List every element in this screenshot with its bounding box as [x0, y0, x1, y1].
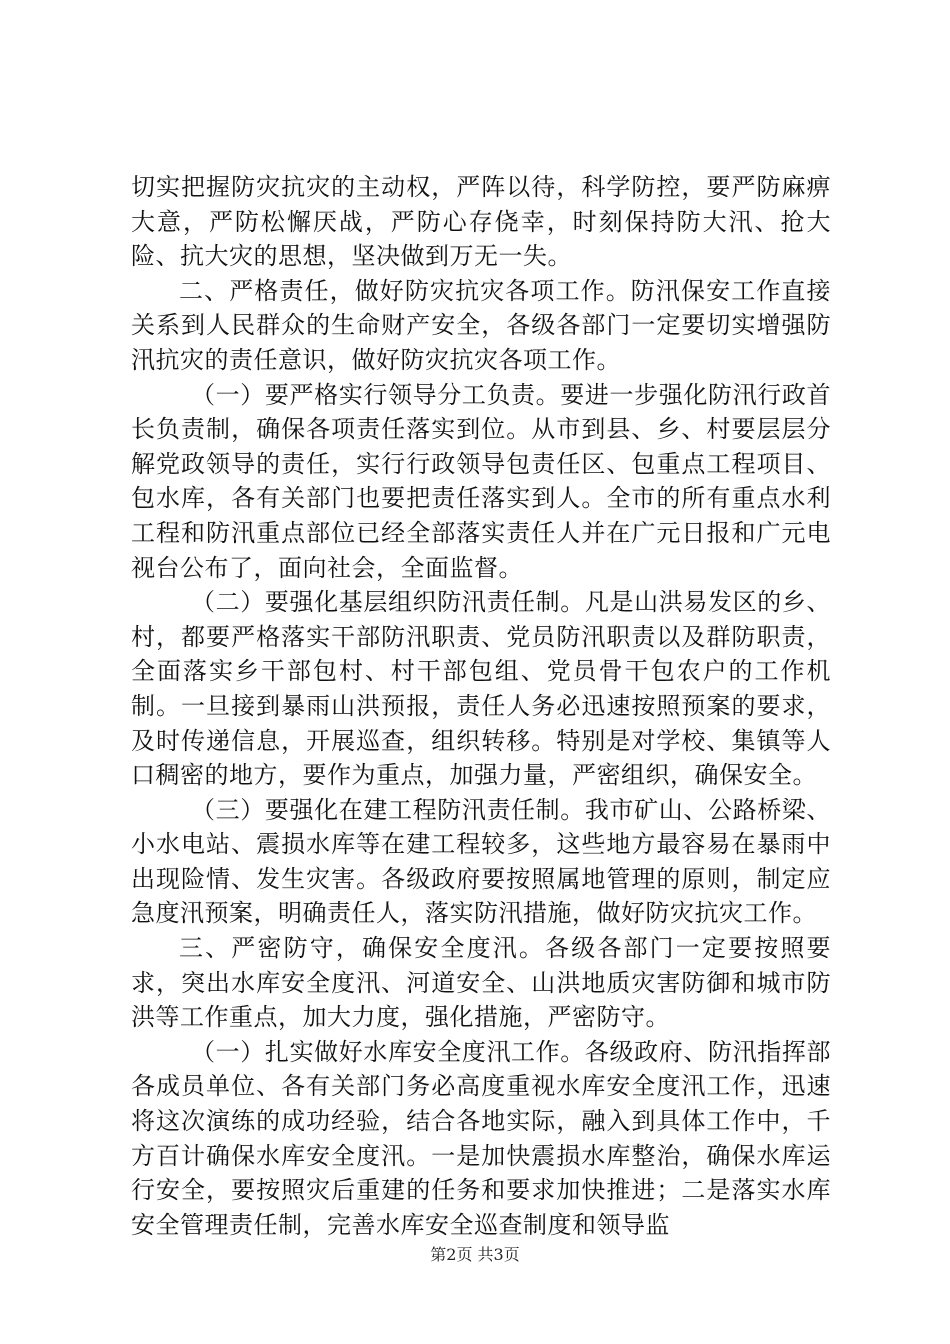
paragraph-continuation: 切实把握防灾抗灾的主动权，严阵以待，科学防控，要严防麻痹大意，严防松懈厌战，严防心存侥幸，时刻保持防大汛、抢大险、抗大灾的思想，坚决做到万无一失。: [131, 173, 831, 271]
document-body: [131, 170, 831, 1242]
page-number: 第2页 共3页: [430, 1245, 520, 1264]
paragraph-section-two: 二、严格责任，做好防灾抗灾各项工作。防汛保安工作直接关系到人民群众的生命财产安全，各级各部门一定要切实增强防汛抗灾的责任意识，做好防灾抗灾各项工作。: [131, 276, 831, 374]
paragraph-item-one: （一）要严格实行领导分工负责。要进一步强化防汛行政首长负责制，确保各项责任落实到位。从市到县、乡、村要层层分解党政领导的责任，实行行政领导包责任区、包重点工程项目、包水库，各有关部门也要把责任落实到人。全市的所有重点水利工程和防汛重点部位已经全部落实责任人并在广元日报和广元电视台公布了，面向社会，全面监督。: [131, 380, 831, 582]
paragraph-item-three: （三）要强化在建工程防汛责任制。我市矿山、公路桥梁、小水电站、震损水库等在建工程较多，这些地方最容易在暴雨中出现险情、发生灾害。各级政府要按照属地管理的原则，制定应急度汛预案，明确责任人，落实防汛措施，做好防灾抗灾工作。: [131, 795, 831, 928]
paragraph-section-three: 三、严密防守，确保安全度汛。各级各部门一定要按照要求，突出水库安全度汛、河道安全、山洪地质灾害防御和城市防洪等工作重点，加大力度，强化措施，严密防守。: [131, 934, 831, 1032]
paragraph-reservoir-safety: （一）扎实做好水库安全度汛工作。各级政府、防汛指挥部各成员单位、各有关部门务必高度重视水库安全度汛工作，迅速将这次演练的成功经验，结合各地实际，融入到具体工作中，千方百计确保水库安全度汛。一是加快震损水库整治，确保水库运行安全，要按照灾后重建的任务和要求加快推进；二是落实水库安全管理责任制，完善水库安全巡查制度和领导监: [131, 1037, 831, 1239]
paragraph-item-two: （二）要强化基层组织防汛责任制。凡是山洪易发区的乡、村，都要严格落实干部防汛职责、党员防汛职责以及群防职责，全面落实乡干部包村、村干部包组、党员骨干包农户的工作机制。一旦接到暴雨山洪预报，责任人务必迅速按照预案的要求，及时传递信息，开展巡查，组织转移。特别是对学校、集镇等人口稠密的地方，要作为重点，加强力量，严密组织，确保安全。: [131, 588, 831, 790]
